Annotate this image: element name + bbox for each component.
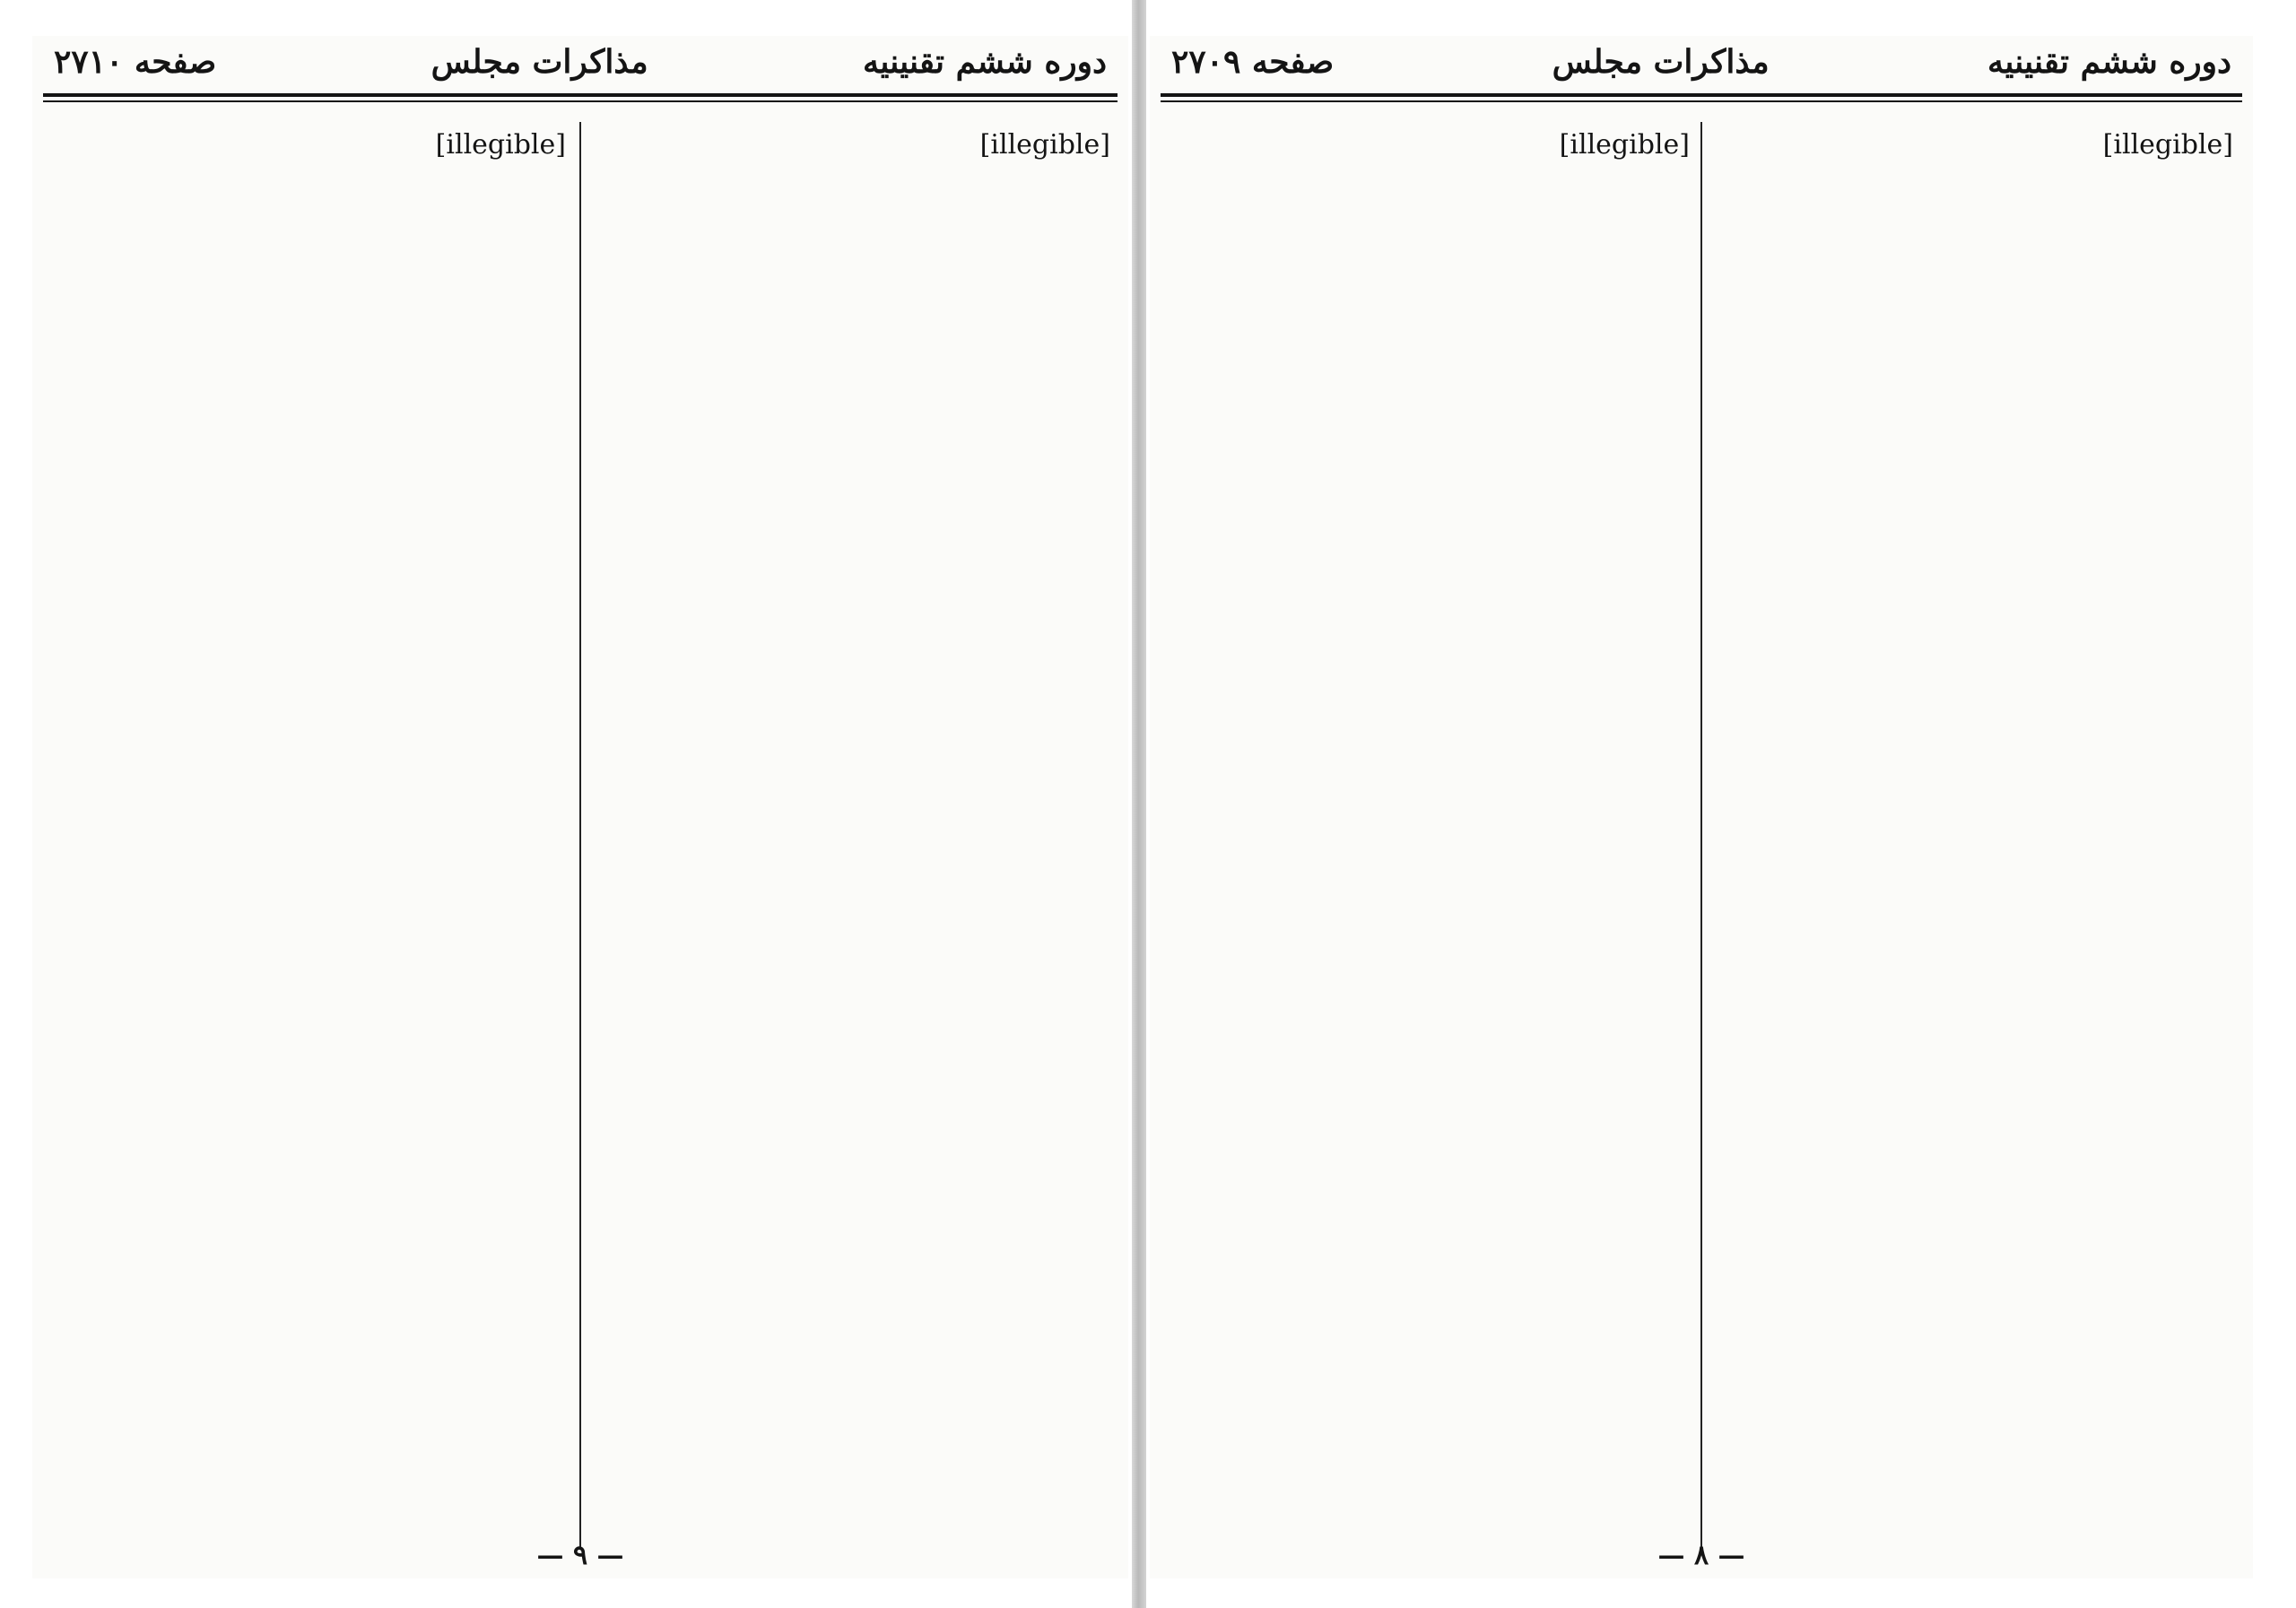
header-rule [1161,93,2242,97]
book-gutter [1132,0,1146,1608]
column-divider [1700,122,1702,1548]
right-page [1150,36,2253,1578]
session-title: دوره ششم تقنینیه [1987,43,2231,81]
folio-number: — ۸ — [1657,1540,1745,1571]
paragraph: [illegible] [1559,129,1690,161]
text-column-left [50,122,566,1539]
page-header [1150,36,2253,88]
page-number-label: صفحه ۲۷۰۹ [1171,43,1335,81]
text-column-left [1170,122,1690,1539]
column-divider [579,122,581,1548]
page-number-label: صفحه ۲۷۱۰ [54,43,217,81]
text-column-right [1713,122,2233,1539]
paragraph: [illegible] [979,129,1110,161]
publication-title: مذاکرات مجلس [1552,43,1770,81]
left-page [32,36,1128,1578]
page-header [32,36,1128,88]
header-rule-thin [43,100,1118,102]
folio-number: — ۹ — [536,1540,624,1571]
paragraph: [illegible] [435,129,566,161]
text-column-right [595,122,1110,1539]
publication-title: مذاکرات مجلس [430,43,648,81]
header-rule-thin [1161,100,2242,102]
header-rule [43,93,1118,97]
paragraph: [illegible] [2102,129,2233,161]
session-title: دوره ششم تقنینیه [863,43,1107,81]
